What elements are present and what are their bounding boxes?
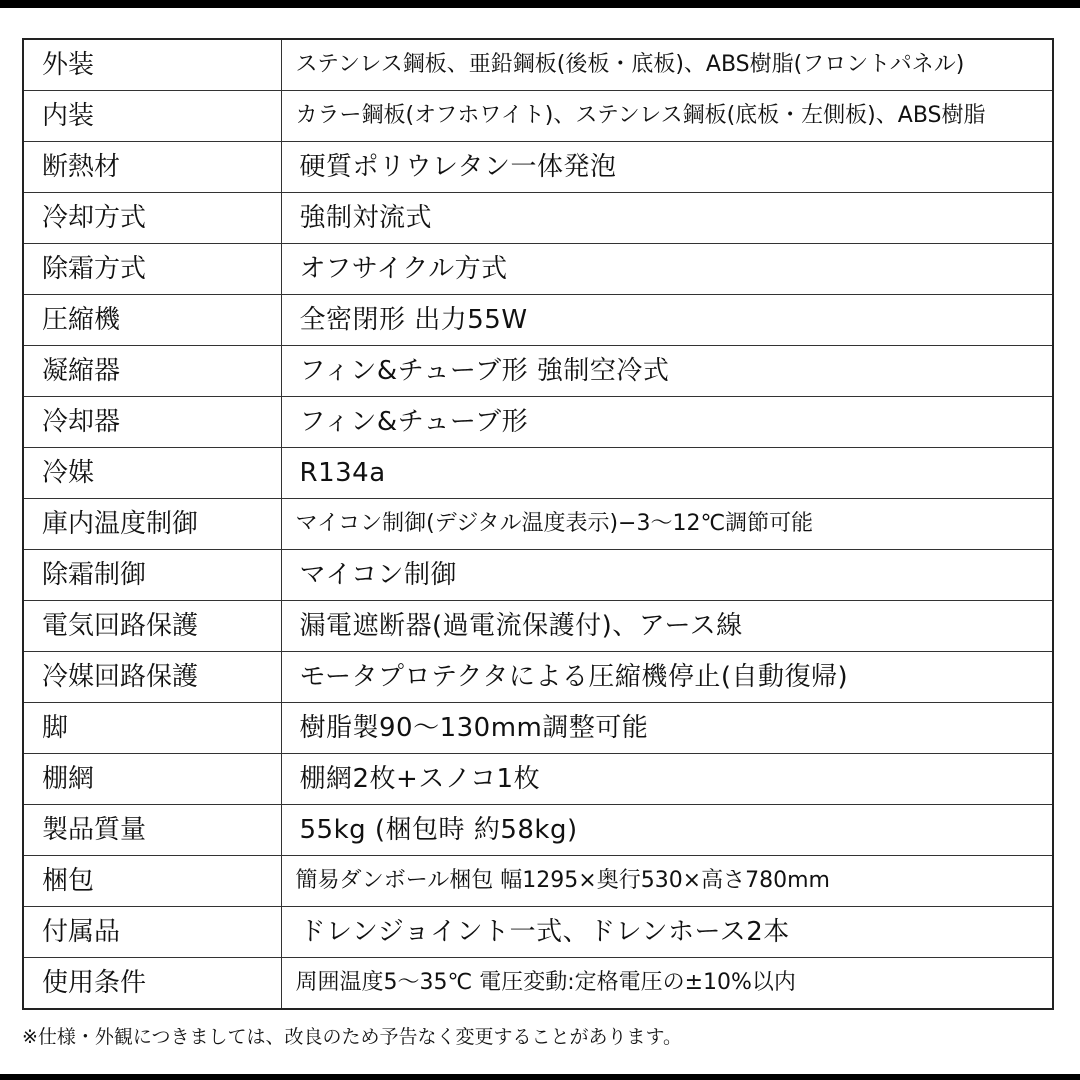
- spec-value: フィン&チューブ形 強制空冷式: [281, 346, 1053, 397]
- spec-label: 梱包: [23, 856, 281, 907]
- spec-label: 冷媒: [23, 448, 281, 499]
- footnote: ※仕様・外観につきましては、改良のため予告なく変更することがあります。: [22, 1026, 683, 1048]
- spec-label: 冷媒回路保護: [23, 652, 281, 703]
- spec-value: 棚網2枚+スノコ1枚: [281, 754, 1053, 805]
- table-row: [23, 703, 1053, 754]
- table-row: [23, 652, 1053, 703]
- spec-label: 付属品: [23, 907, 281, 958]
- spec-label: 脚: [23, 703, 281, 754]
- spec-label: 使用条件: [23, 958, 281, 1010]
- table-row: [23, 805, 1053, 856]
- spec-label: 製品質量: [23, 805, 281, 856]
- table-row: [23, 91, 1053, 142]
- spec-value: フィン&チューブ形: [281, 397, 1053, 448]
- spec-label: 冷却器: [23, 397, 281, 448]
- spec-label: 冷却方式: [23, 193, 281, 244]
- spec-value: マイコン制御: [281, 550, 1053, 601]
- spec-value: 強制対流式: [281, 193, 1053, 244]
- table-row: [23, 346, 1053, 397]
- spec-label: 凝縮器: [23, 346, 281, 397]
- table-row: [23, 295, 1053, 346]
- table-row: [23, 856, 1053, 907]
- table-row: [23, 397, 1053, 448]
- table-row: [23, 550, 1053, 601]
- spec-value: R134a: [281, 448, 1053, 499]
- table-row: [23, 754, 1053, 805]
- table-row: [23, 39, 1053, 91]
- spec-value: 硬質ポリウレタン一体発泡: [281, 142, 1053, 193]
- spec-value: ドレンジョイント一式、ドレンホース2本: [281, 907, 1053, 958]
- table-row: [23, 499, 1053, 550]
- spec-value: 簡易ダンボール梱包 幅1295×奥行530×高さ780mm: [281, 856, 1053, 907]
- spec-value: 漏電遮断器(過電流保護付)、アース線: [281, 601, 1053, 652]
- spec-label: 内装: [23, 91, 281, 142]
- table-row: [23, 448, 1053, 499]
- spec-value: マイコン制御(デジタル温度表示)−3〜12℃調節可能: [281, 499, 1053, 550]
- spec-value: オフサイクル方式: [281, 244, 1053, 295]
- bottom-border-bar: [0, 1074, 1080, 1080]
- table-row: [23, 193, 1053, 244]
- table-row: [23, 907, 1053, 958]
- spec-label: 電気回路保護: [23, 601, 281, 652]
- table-row: [23, 142, 1053, 193]
- spec-table: [22, 38, 1054, 1010]
- spec-label: 棚網: [23, 754, 281, 805]
- spec-label: 除霜方式: [23, 244, 281, 295]
- spec-value: ステンレス鋼板、亜鉛鋼板(後板・底板)、ABS樹脂(フロントパネル): [281, 39, 1053, 91]
- spec-value: モータプロテクタによる圧縮機停止(自動復帰): [281, 652, 1053, 703]
- table-row: [23, 244, 1053, 295]
- spec-label: 圧縮機: [23, 295, 281, 346]
- spec-value: カラー鋼板(オフホワイト)、ステンレス鋼板(底板・左側板)、ABS樹脂: [281, 91, 1053, 142]
- table-row: [23, 958, 1053, 1010]
- spec-label: 庫内温度制御: [23, 499, 281, 550]
- spec-value: 全密閉形 出力55W: [281, 295, 1053, 346]
- spec-label: 外装: [23, 39, 281, 91]
- spec-value: 樹脂製90〜130mm調整可能: [281, 703, 1053, 754]
- spec-value: 周囲温度5〜35℃ 電圧変動:定格電圧の±10%以内: [281, 958, 1053, 1010]
- spec-value: 55kg (梱包時 約58kg): [281, 805, 1053, 856]
- spec-label: 断熱材: [23, 142, 281, 193]
- top-border-bar: [0, 0, 1080, 8]
- spec-label: 除霜制御: [23, 550, 281, 601]
- table-row: [23, 601, 1053, 652]
